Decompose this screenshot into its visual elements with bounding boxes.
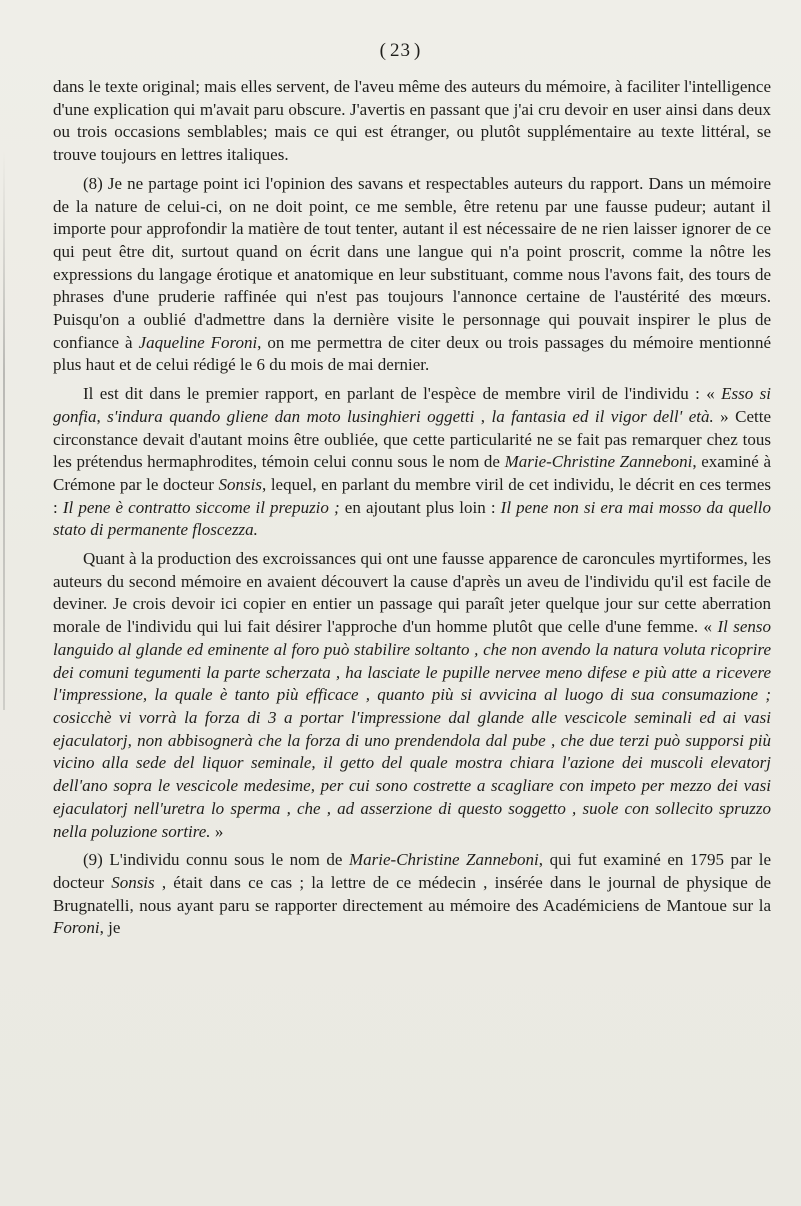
- text-run: , je: [99, 918, 121, 938]
- text-run: Quant à la production des excroissances qui ont une fausse apparence de caroncules myrtiformes, les auteurs du second mémoire en avaient découvert la cause d'après un aveu de l'individu qu'il est facile de deviner. Je crois devoir ici copier en entier un passage qui paraît jeter quelque jour sur cette aberration morale de l'individu qui lui fait désirer l'approche d'un homme plutôt que celle d'une femme. «: [53, 549, 771, 637]
- text-run: Il est dit dans le premier rapport, en parlant de l'espèce de membre viril de l'individu : «: [83, 384, 722, 404]
- text-run: (9) L'individu connu sous le nom de: [83, 850, 350, 870]
- text-run: »: [210, 821, 224, 841]
- text-run: , on me permettra de citer deux ou trois passages du mémoire mentionné plus haut et de celui rédigé le 6 du mois de mai dernier.: [53, 332, 771, 375]
- italic-text: Esso si gonfia: [53, 384, 771, 426]
- text-run: , lequel, en parlant du membre viril de cet individu, le décrit en ces termes :: [53, 474, 772, 517]
- text-run: , qui fut examiné en 1795 par le docteur: [53, 850, 771, 892]
- italic-text: Foroni: [53, 918, 100, 938]
- paragraph-first-report: [53, 383, 771, 542]
- text-run: dans le texte original; mais elles servent, de l'aveu même des auteurs du mémoire, à faciliter l'intelligence d'une explication qui m'avait paru obscure. J'avertis en passant que j'ai cru devoir en user ainsi dans deux ou trois occasions semblables; mais ce qui est étranger, ou plutôt supplémentaire au texte littéral, se trouve toujours en lettres italiques.: [53, 77, 771, 165]
- paragraph-excroissances: [53, 548, 771, 843]
- page-edge-shadow: [3, 150, 5, 710]
- paragraph-note-8: [53, 173, 771, 377]
- paragraph-continuation: [53, 76, 771, 167]
- italic-text: Il pene non si era mai mosso da quello stato di permanente floscezza.: [53, 497, 771, 540]
- italic-text: Marie-Christine Zanneboni: [504, 452, 693, 472]
- body-text: [53, 76, 771, 940]
- italic-text: la fantasia ed il vigor dell' età.: [491, 406, 714, 426]
- italic-text: Jaqueline Foroni: [138, 332, 258, 352]
- close-paren: ): [414, 40, 422, 61]
- text-run: en ajoutant plus loin :: [339, 497, 501, 517]
- text-run: ,: [474, 406, 492, 426]
- text-run: » Cette circonstance devait d'autant moins être oubliée, que cette particularité ne se fait pas remarquer chez tous les prétendus hermaphrodites, témoin celui connu sous le nom de: [53, 406, 772, 472]
- paragraph-note-9: [53, 849, 771, 940]
- text-run: , était dans ce cas ; la lettre de ce médecin , insérée dans le journal de physique de Brugnatelli, nous ayant paru se rapporter directement au mémoire des Académiciens de Mantoue sur la: [53, 872, 772, 915]
- italic-text: Sonsis: [111, 872, 155, 892]
- italic-text: s'indura quando gliene dan moto lusinghieri oggetti: [107, 406, 475, 426]
- text-run: , examiné à Crémone par le docteur: [53, 452, 771, 494]
- italic-text: Il pene è contratto siccome il prepuzio ;: [62, 497, 340, 517]
- italic-text: Marie-Christine Zanneboni: [349, 850, 539, 870]
- text-run: (8) Je ne partage point ici l'opinion des savans et respectables auteurs du rapport. Dans un mémoire de la nature de celui-ci, on ne doit point, ce me semble, être retenu par une fausse pudeur; autant il importe pour approfondir la matière de tout tenter, autant il est nécessaire de ne rien laisser ignorer de ce qui peut être dit, surtout quand on écrit dans une langue qui n'a point proscrit, comme la nôtre les expressions du langage érotique et anatomique en leur substituant, comme nous l'avons fait, des tours de phrases d'une pruderie raffinée qui n'est pas toujours l'annonce certaine de l'austérité des mœurs. Puisqu'on a oublié d'admettre dans la dernière visite le personnage qui pouvait inspirer le plus de confiance à: [53, 173, 771, 352]
- page-number: [0, 40, 801, 62]
- page-number-value: 23: [390, 40, 411, 61]
- open-paren: (: [379, 40, 387, 61]
- italic-text: Il senso languido al glande ed eminente al foro può stabilire soltanto , che non avendo la natura voluta ricoprire dei comuni tegumenti la parte scherzata , ha lasciate le pupille nervee meno difese e più atte a ricevere l'impressione, la quale è tanto più efficace , quanto più si avvicina al luogo di sua consumazione ; cosicchè vi vorrà la forza di 3 a portar l'impressione dal glande alle vescicole seminali ed ai vasi ejaculatorj, non abbisognerà che la forza di uno prendendola dal pube , che due terzi può supporsi più vicino alla sede del liquor seminale, il getto del quale mostra chiara l'azione dei muscoli elevatorj dell'ano sopra le vescicole medesime, per cui sono costrette a scagliare con impeto per mezzo dei vasi ejaculatorj nell'uretra lo sperma , che , ad asserzione di questo soggetto , suole con sollecito spruzzo nella poluzione sortire.: [53, 617, 772, 841]
- italic-text: Sonsis: [218, 474, 262, 494]
- text-run: ,: [96, 406, 108, 426]
